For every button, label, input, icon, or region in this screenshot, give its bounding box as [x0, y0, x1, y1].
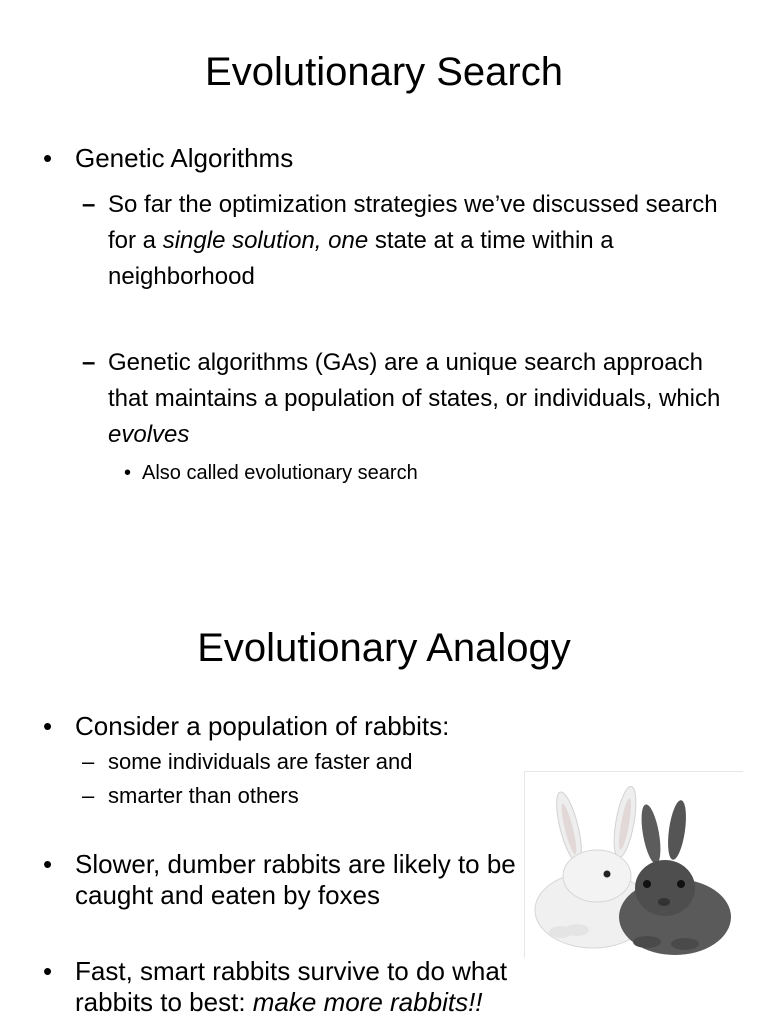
note-text: Also called evolutionary search	[142, 462, 418, 484]
sub-bullet-optimization-strategies	[82, 187, 738, 295]
rabbits-photo	[524, 771, 743, 958]
dash-marker: –	[82, 349, 96, 376]
bullet-text: Consider a population of rabbits:	[75, 711, 450, 741]
dash-marker: –	[82, 191, 96, 218]
text-run: state at a time within a neighborhood	[108, 227, 614, 290]
bullet-marker: •	[43, 956, 53, 986]
bullet-marker: •	[43, 143, 53, 173]
bullet-marker: •	[124, 462, 132, 484]
sub-bullet-genetic-algorithms-definition	[82, 345, 738, 453]
bullet-slower-rabbits	[43, 849, 545, 911]
gray-rabbit	[619, 799, 731, 955]
dash-marker: –	[82, 783, 95, 808]
italic-text-run: single solution, one	[162, 227, 369, 254]
rabbits-illustration	[525, 772, 743, 958]
bullet-marker: •	[43, 849, 53, 879]
bullet-text	[75, 956, 507, 1017]
sub-bullet-text: smarter than others	[108, 783, 299, 808]
sub-bullet-text	[108, 191, 718, 290]
text-run: So far the optimization strategies we’ve discussed search for a	[108, 191, 718, 254]
sub-bullet-text: some individuals are faster and	[108, 749, 413, 774]
bullet-text: Slower, dumber rabbits are likely to be caught and eaten by foxes	[75, 849, 516, 910]
sub-bullet-smarter	[82, 781, 508, 811]
italic-text-run: make more rabbits!!	[252, 987, 483, 1017]
bullet-fast-rabbits	[43, 956, 515, 1018]
sub-sub-bullet-also-called	[124, 460, 702, 486]
dash-marker: –	[82, 749, 95, 774]
slide-evolutionary-analogy	[0, 590, 768, 1024]
slide-title: Evolutionary Search	[205, 50, 563, 94]
bullet-consider-population	[43, 711, 635, 742]
text-run: Genetic algorithms (GAs) are a unique search approach that maintains a population of states, or individuals, which	[108, 349, 721, 412]
bullet-genetic-algorithms	[43, 143, 735, 174]
sub-bullet-faster	[82, 747, 508, 777]
slide-title: Evolutionary Analogy	[197, 626, 571, 670]
text-run: Fast, smart rabbits survive to do what rabbits to best:	[75, 956, 508, 1017]
bullet-marker: •	[43, 711, 53, 741]
italic-text-run: evolves	[108, 421, 190, 448]
bullet-text: Genetic Algorithms	[75, 143, 294, 173]
sub-bullet-text	[108, 349, 720, 448]
